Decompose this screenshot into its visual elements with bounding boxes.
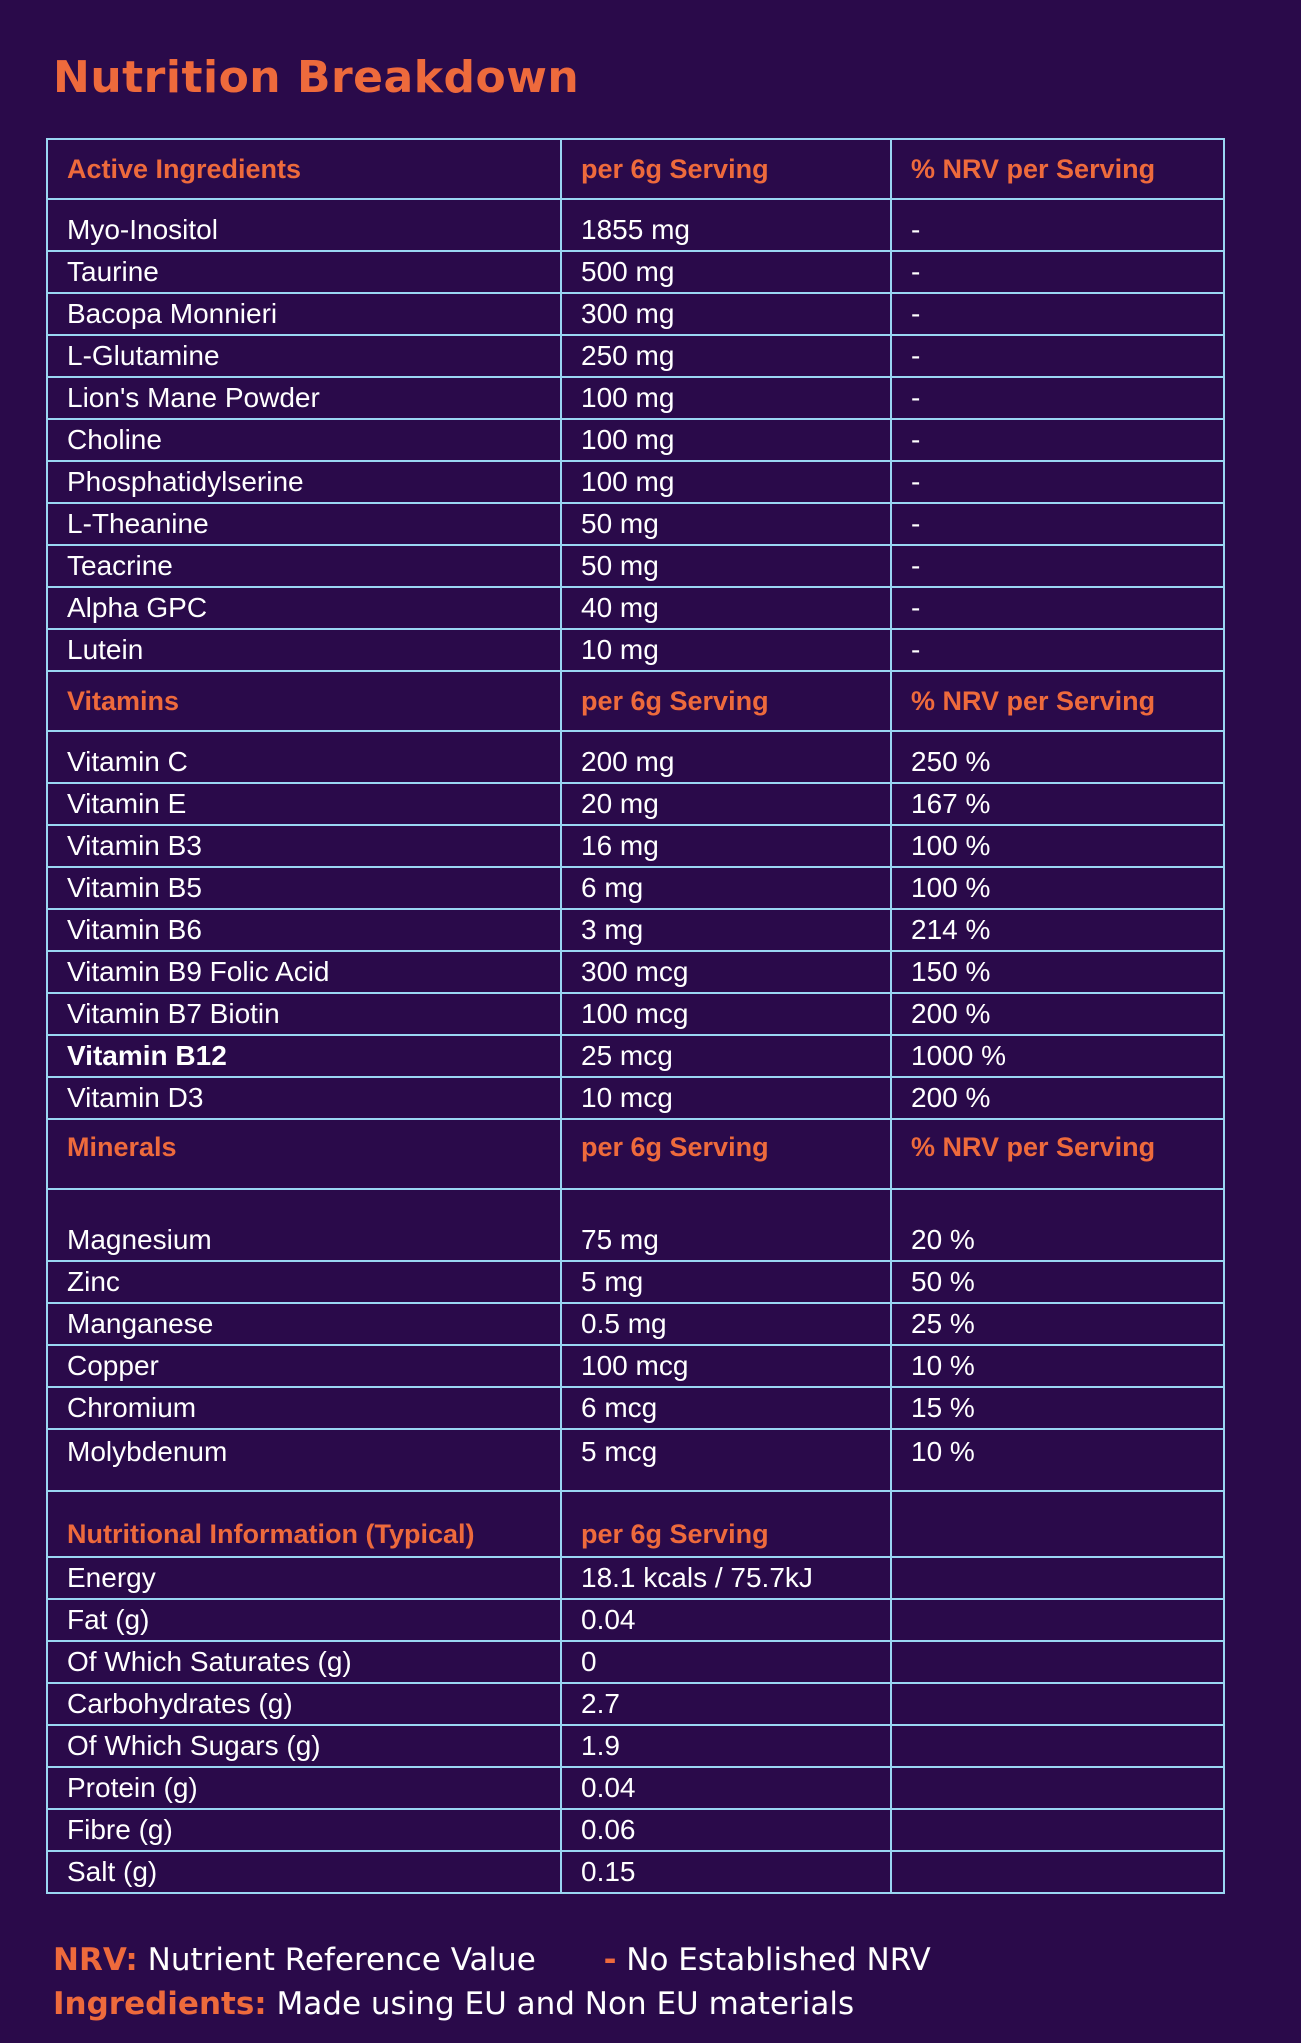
- item-name: L-Theanine: [47, 503, 561, 545]
- item-name: Protein (g): [47, 1767, 561, 1809]
- table-row: [47, 1851, 1224, 1893]
- nutritional-header-cell: [891, 1491, 1224, 1557]
- item-nrv: [891, 1557, 1224, 1599]
- table-row: [47, 1767, 1224, 1809]
- item-name: Vitamin E: [47, 783, 561, 825]
- item-amount: 100 mcg: [561, 993, 891, 1035]
- active-header-row: [47, 139, 1224, 199]
- item-nrv: [891, 1725, 1224, 1767]
- item-name: Vitamin B9 Folic Acid: [47, 951, 561, 993]
- item-name: Bacopa Monnieri: [47, 293, 561, 335]
- table-row: [47, 503, 1224, 545]
- item-nrv: 25 %: [891, 1303, 1224, 1345]
- item-amount: 6 mg: [561, 867, 891, 909]
- table-row: [47, 951, 1224, 993]
- item-amount: 100 mg: [561, 419, 891, 461]
- table-row: [47, 993, 1224, 1035]
- item-nrv: -: [891, 503, 1224, 545]
- item-name: Lion's Mane Powder: [47, 377, 561, 419]
- table-row: [47, 293, 1224, 335]
- item-name: Energy: [47, 1557, 561, 1599]
- item-amount: 2.7: [561, 1683, 891, 1725]
- item-amount: 10 mcg: [561, 1077, 891, 1119]
- table-row: [47, 783, 1224, 825]
- item-name: Chromium: [47, 1387, 561, 1429]
- item-name: Fibre (g): [47, 1809, 561, 1851]
- table-row: [47, 1387, 1224, 1429]
- item-amount: 1.9: [561, 1725, 891, 1767]
- item-nrv: 200 %: [891, 1077, 1224, 1119]
- ingredients-text: Made using EU and Non EU materials: [276, 1986, 855, 2022]
- item-name: Vitamin B7 Biotin: [47, 993, 561, 1035]
- item-amount: 75 mg: [561, 1189, 891, 1261]
- item-nrv: [891, 1683, 1224, 1725]
- item-amount: 25 mcg: [561, 1035, 891, 1077]
- item-nrv: 214 %: [891, 909, 1224, 951]
- dash-text: No Established NRV: [626, 1942, 931, 1978]
- item-name: Teacrine: [47, 545, 561, 587]
- active-header-cell: Active Ingredients: [47, 139, 561, 199]
- item-amount: 0.5 mg: [561, 1303, 891, 1345]
- item-nrv: [891, 1809, 1224, 1851]
- table-row: [47, 199, 1224, 251]
- active-header-cell: % NRV per Serving: [891, 139, 1224, 199]
- nutritional-header-row: [47, 1491, 1224, 1557]
- item-name: Molybdenum: [47, 1429, 561, 1491]
- item-amount: 3 mg: [561, 909, 891, 951]
- nutritional-header-cell: Nutritional Information (Typical): [47, 1491, 561, 1557]
- active-header-cell: per 6g Serving: [561, 139, 891, 199]
- vitamins-header-cell: % NRV per Serving: [891, 671, 1224, 731]
- item-amount: 200 mg: [561, 731, 891, 783]
- item-nrv: 15 %: [891, 1387, 1224, 1429]
- item-nrv: -: [891, 335, 1224, 377]
- item-amount: 0.04: [561, 1767, 891, 1809]
- item-name: Manganese: [47, 1303, 561, 1345]
- table-row: [47, 1261, 1224, 1303]
- item-nrv: 1000 %: [891, 1035, 1224, 1077]
- item-name: Carbohydrates (g): [47, 1683, 561, 1725]
- item-nrv: -: [891, 545, 1224, 587]
- item-amount: 100 mg: [561, 377, 891, 419]
- item-name: Choline: [47, 419, 561, 461]
- item-nrv: 10 %: [891, 1345, 1224, 1387]
- item-amount: 16 mg: [561, 825, 891, 867]
- dash-key: -: [603, 1942, 617, 1978]
- item-nrv: [891, 1599, 1224, 1641]
- item-amount: 250 mg: [561, 335, 891, 377]
- vitamins-header-row: [47, 671, 1224, 731]
- item-nrv: -: [891, 419, 1224, 461]
- item-amount: 50 mg: [561, 545, 891, 587]
- item-nrv: -: [891, 251, 1224, 293]
- item-amount: 500 mg: [561, 251, 891, 293]
- table-row: [47, 1683, 1224, 1725]
- table-row: [47, 587, 1224, 629]
- table-row: [47, 1303, 1224, 1345]
- table-row: [47, 1035, 1224, 1077]
- item-name: Vitamin B3: [47, 825, 561, 867]
- item-nrv: 250 %: [891, 731, 1224, 783]
- item-nrv: -: [891, 629, 1224, 671]
- item-nrv: 20 %: [891, 1189, 1224, 1261]
- item-name: Lutein: [47, 629, 561, 671]
- item-nrv: [891, 1767, 1224, 1809]
- item-nrv: 167 %: [891, 783, 1224, 825]
- item-nrv: [891, 1641, 1224, 1683]
- table-row: [47, 1599, 1224, 1641]
- item-amount: 300 mg: [561, 293, 891, 335]
- item-nrv: 50 %: [891, 1261, 1224, 1303]
- item-amount: 0.06: [561, 1809, 891, 1851]
- item-nrv: 100 %: [891, 825, 1224, 867]
- item-nrv: 10 %: [891, 1429, 1224, 1491]
- minerals-header-row: [47, 1119, 1224, 1189]
- nrv-text: Nutrient Reference Value: [147, 1942, 536, 1978]
- item-name: Phosphatidylserine: [47, 461, 561, 503]
- table-row: [47, 1641, 1224, 1683]
- table-row: [47, 731, 1224, 783]
- item-name: Salt (g): [47, 1851, 561, 1893]
- table-row: [47, 1077, 1224, 1119]
- table-row: [47, 867, 1224, 909]
- item-nrv: 150 %: [891, 951, 1224, 993]
- vitamins-header-cell: Vitamins: [47, 671, 561, 731]
- item-name: Alpha GPC: [47, 587, 561, 629]
- table-row: [47, 1809, 1224, 1851]
- item-name: Vitamin B6: [47, 909, 561, 951]
- vitamins-header-cell: per 6g Serving: [561, 671, 891, 731]
- minerals-header-cell: Minerals: [47, 1119, 561, 1189]
- item-name: Copper: [47, 1345, 561, 1387]
- item-amount: 0.04: [561, 1599, 891, 1641]
- item-amount: 40 mg: [561, 587, 891, 629]
- table-row: [47, 1429, 1224, 1491]
- item-name: Taurine: [47, 251, 561, 293]
- minerals-header-cell: % NRV per Serving: [891, 1119, 1224, 1189]
- item-name: Magnesium: [47, 1189, 561, 1261]
- item-name: Zinc: [47, 1261, 561, 1303]
- item-nrv: -: [891, 377, 1224, 419]
- table-row: [47, 377, 1224, 419]
- page-title: Nutrition Breakdown: [53, 52, 580, 103]
- item-nrv: -: [891, 461, 1224, 503]
- item-amount: 1855 mg: [561, 199, 891, 251]
- ingredients-key: Ingredients:: [53, 1986, 267, 2022]
- item-name: Vitamin B12: [47, 1035, 561, 1077]
- item-amount: 100 mg: [561, 461, 891, 503]
- item-name: Vitamin B5: [47, 867, 561, 909]
- table-row: [47, 335, 1224, 377]
- table-row: [47, 1189, 1224, 1261]
- item-amount: 100 mcg: [561, 1345, 891, 1387]
- item-amount: 10 mg: [561, 629, 891, 671]
- table-row: [47, 251, 1224, 293]
- table-row: [47, 1557, 1224, 1599]
- nrv-key: NRV:: [53, 1942, 138, 1978]
- item-nrv: [891, 1851, 1224, 1893]
- table-row: [47, 461, 1224, 503]
- item-name: Of Which Sugars (g): [47, 1725, 561, 1767]
- item-nrv: -: [891, 293, 1224, 335]
- item-name: Of Which Saturates (g): [47, 1641, 561, 1683]
- table-row: [47, 1725, 1224, 1767]
- item-amount: 0: [561, 1641, 891, 1683]
- table-row: [47, 545, 1224, 587]
- item-nrv: -: [891, 199, 1224, 251]
- table-row: [47, 419, 1224, 461]
- item-name: Myo-Inositol: [47, 199, 561, 251]
- minerals-header-cell: per 6g Serving: [561, 1119, 891, 1189]
- item-nrv: -: [891, 587, 1224, 629]
- table-row: [47, 629, 1224, 671]
- item-amount: 0.15: [561, 1851, 891, 1893]
- item-name: Vitamin C: [47, 731, 561, 783]
- table-row: [47, 909, 1224, 951]
- item-name: Vitamin D3: [47, 1077, 561, 1119]
- footer-ingredients-line: [53, 1986, 854, 2022]
- item-name: L-Glutamine: [47, 335, 561, 377]
- table-row: [47, 825, 1224, 867]
- item-amount: 18.1 kcals / 75.7kJ: [561, 1557, 891, 1599]
- table-row: [47, 1345, 1224, 1387]
- item-nrv: 100 %: [891, 867, 1224, 909]
- nutrition-table: [46, 138, 1225, 1894]
- nutritional-header-cell: per 6g Serving: [561, 1491, 891, 1557]
- item-amount: 6 mcg: [561, 1387, 891, 1429]
- footer-nrv-line: [53, 1942, 931, 1978]
- item-amount: 5 mcg: [561, 1429, 891, 1491]
- item-amount: 300 mcg: [561, 951, 891, 993]
- item-nrv: 200 %: [891, 993, 1224, 1035]
- item-amount: 5 mg: [561, 1261, 891, 1303]
- item-amount: 50 mg: [561, 503, 891, 545]
- item-name: Fat (g): [47, 1599, 561, 1641]
- item-amount: 20 mg: [561, 783, 891, 825]
